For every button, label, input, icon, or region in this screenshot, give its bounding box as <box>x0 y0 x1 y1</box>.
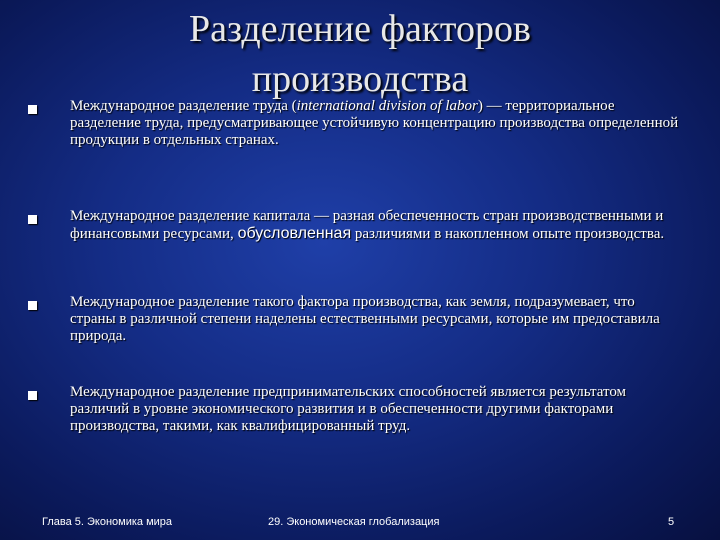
footer-chapter: Глава 5. Экономика мира <box>42 516 173 528</box>
square-bullet-icon <box>28 301 37 310</box>
square-bullet-icon <box>28 105 37 114</box>
bullet-text-part: различиями в накопленном опыте производства. <box>351 226 665 242</box>
bullet-text-part: Международное разделение труда ( <box>70 98 297 114</box>
bullet-text-part: Международное разделение капитала — разная обеспеченность стран производственными и финансовыми ресурсами, <box>70 208 664 242</box>
slide-title: Разделение факторов производства <box>189 8 531 100</box>
bullet-text <box>70 208 680 243</box>
bullet-text-part: ) — территориальное разделение труда, предусматривающее устойчивую концентрацию производства определенной продукции в отдельных странах. <box>70 98 679 148</box>
bullet-text-italic: international division of labor <box>296 98 478 114</box>
footer-topic: 29. Экономическая глобализация <box>268 516 440 528</box>
page-number: 5 <box>668 516 675 528</box>
bullet-text: Международное разделение такого фактора производства, как земля, подразумевает, что страны в различной степени наделены естественными ресурсами, которые им предоставила природа. <box>70 294 660 344</box>
bullet-text-sans: обусловленная <box>237 225 352 242</box>
square-bullet-icon <box>28 215 37 224</box>
square-bullet-icon <box>28 391 37 400</box>
bullet-text: Международное разделение предпринимательских способностей является результатом различий в уровне экономического развития и в обеспеченности другими факторами производства, такими, как квалифицированный труд. <box>70 384 627 434</box>
bullet-text <box>70 98 680 149</box>
